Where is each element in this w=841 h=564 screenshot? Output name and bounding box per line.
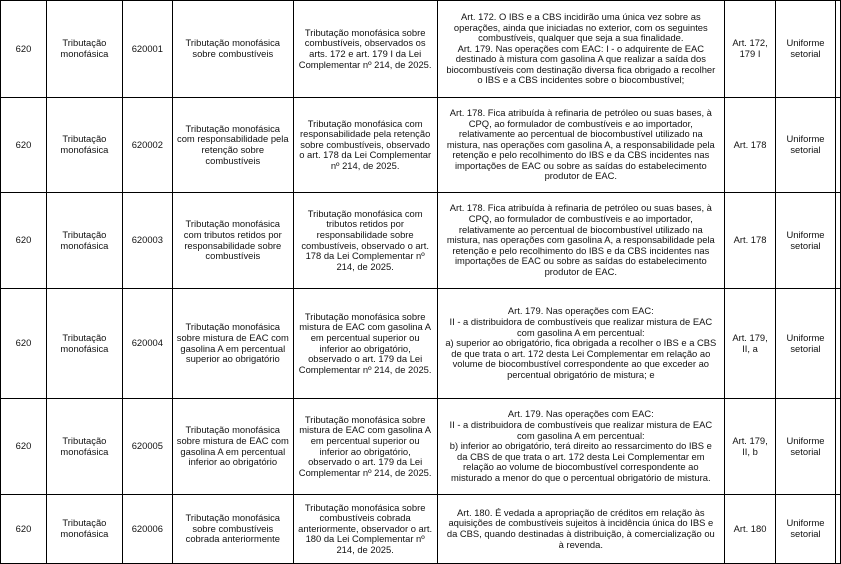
cst-description-cell[interactable]: Tributação monofásica xyxy=(46,193,122,289)
type-cell[interactable]: Uniforme setorial xyxy=(776,495,836,564)
class-description-cell[interactable]: Tributação monofásica sobre mistura de EAC com gasolina A em percentual superior ou inferior ao obrigatório, observado o art. 179 da Lei Complementar nº 214, de 2025. xyxy=(293,399,437,495)
cst-description-cell[interactable]: Tributação monofásica xyxy=(46,289,122,399)
class-name-cell[interactable]: Tributação monofásica sobre mistura de EAC com gasolina A em percentual inferior ao obrigatório xyxy=(172,399,293,495)
cclass-code-cell[interactable]: 620005 xyxy=(122,399,172,495)
class-description-cell[interactable]: Tributação monofásica sobre combustíveis, observados os arts. 172 e art. 179 I da Lei Complementar nº 214, de 2025. xyxy=(293,1,437,98)
article-cell[interactable]: Art. 178 xyxy=(725,98,776,193)
legal-text-cell[interactable]: Art. 180. É vedada a apropriação de créditos em relação às aquisições de combustíveis sujeitos à incidência única do IBS e da CBS, quando destinadas à distribuição, à comercialização ou à revenda. xyxy=(437,495,725,564)
article-cell[interactable]: Art. 172, 179 I xyxy=(725,1,776,98)
cst-cell[interactable]: 620 xyxy=(1,193,47,289)
table-row[interactable] xyxy=(1,495,841,564)
class-name-cell[interactable]: Tributação monofásica sobre mistura de EAC com gasolina A em percentual superior ao obrigatório xyxy=(172,289,293,399)
cst-cell[interactable]: 620 xyxy=(1,1,47,98)
empty-cell[interactable] xyxy=(835,289,840,399)
class-description-cell[interactable]: Tributação monofásica sobre combustíveis cobrada anteriormente, observador o art. 180 da Lei Complementar nº 214, de 2025. xyxy=(293,495,437,564)
table-row[interactable] xyxy=(1,1,841,98)
empty-cell[interactable] xyxy=(835,1,840,98)
article-cell[interactable]: Art. 178 xyxy=(725,193,776,289)
class-description-cell[interactable]: Tributação monofásica com tributos retidos por responsabilidade sobre combustíveis, observado o art. 178 da Lei Complementar nº 214, de 2025. xyxy=(293,193,437,289)
table-body xyxy=(1,1,841,564)
cclass-code-cell[interactable]: 620003 xyxy=(122,193,172,289)
cst-cell[interactable]: 620 xyxy=(1,289,47,399)
article-cell[interactable]: Art. 179, II, b xyxy=(725,399,776,495)
legal-text-cell[interactable]: Art. 178. Fica atribuída à refinaria de petróleo ou suas bases, à CPQ, ao formulador de combustíveis e ao importador, relativamente ao percentual de biocombustível utilizado na mistura, nas operações com gasolina A, a responsabilidade pela retenção e pelo recolhimento do IBS e da CBS incidentes nas importações de EAC ou sobre as saídas do estabelecimento produtor de EAC. xyxy=(437,193,725,289)
cst-cell[interactable]: 620 xyxy=(1,399,47,495)
empty-cell[interactable] xyxy=(835,98,840,193)
empty-cell[interactable] xyxy=(835,193,840,289)
cst-description-cell[interactable]: Tributação monofásica xyxy=(46,495,122,564)
empty-cell[interactable] xyxy=(835,495,840,564)
article-cell[interactable]: Art. 180 xyxy=(725,495,776,564)
class-name-cell[interactable]: Tributação monofásica com tributos retidos por responsabilidade sobre combustíveis xyxy=(172,193,293,289)
class-name-cell[interactable]: Tributação monofásica sobre combustíveis xyxy=(172,1,293,98)
cst-description-cell[interactable]: Tributação monofásica xyxy=(46,98,122,193)
type-cell[interactable]: Uniforme setorial xyxy=(776,1,836,98)
class-name-cell[interactable]: Tributação monofásica com responsabilidade pela retenção sobre combustíveis xyxy=(172,98,293,193)
table-row[interactable] xyxy=(1,289,841,399)
cclass-code-cell[interactable]: 620002 xyxy=(122,98,172,193)
empty-cell[interactable] xyxy=(835,399,840,495)
class-name-cell[interactable]: Tributação monofásica sobre combustíveis cobrada anteriormente xyxy=(172,495,293,564)
type-cell[interactable]: Uniforme setorial xyxy=(776,399,836,495)
legal-text-cell[interactable]: Art. 179. Nas operações com EAC: II - a distribuidora de combustíveis que realizar mistura de EAC com gasolina A em percentual: b) inferior ao obrigatório, terá direito ao ressarcimento do IBS e da CBS de que trata o art. 172 desta Lei Complementar em relação ao volume de biocombustível correspondente ao misturado a menor do que o percentual obrigatório de mistura. xyxy=(437,399,725,495)
cclass-code-cell[interactable]: 620001 xyxy=(122,1,172,98)
article-cell[interactable]: Art. 179, II, a xyxy=(725,289,776,399)
class-description-cell[interactable]: Tributação monofásica sobre mistura de EAC com gasolina A em percentual superior ou inferior ao obrigatório, observado o art. 179 da Lei Complementar nº 214, de 2025. xyxy=(293,289,437,399)
cst-description-cell[interactable]: Tributação monofásica xyxy=(46,1,122,98)
table-row[interactable] xyxy=(1,193,841,289)
cst-cell[interactable]: 620 xyxy=(1,98,47,193)
cclass-code-cell[interactable]: 620006 xyxy=(122,495,172,564)
cst-description-cell[interactable]: Tributação monofásica xyxy=(46,399,122,495)
class-description-cell[interactable]: Tributação monofásica com responsabilidade pela retenção sobre combustíveis, observado o art. 178 da Lei Complementar nº 214, de 2025. xyxy=(293,98,437,193)
legal-text-cell[interactable]: Art. 178. Fica atribuída à refinaria de petróleo ou suas bases, à CPQ, ao formulador de combustíveis e ao importador, relativamente ao percentual de biocombustível utilizado na mistura, nas operações com gasolina A, a responsabilidade pela retenção e pelo recolhimento do IBS e da CBS incidentes nas importações de EAC ou sobre as saídas do estabelecimento produtor de EAC. xyxy=(437,98,725,193)
cclass-code-cell[interactable]: 620004 xyxy=(122,289,172,399)
cst-cell[interactable]: 620 xyxy=(1,495,47,564)
type-cell[interactable]: Uniforme setorial xyxy=(776,193,836,289)
legal-text-cell[interactable]: Art. 179. Nas operações com EAC: II - a distribuidora de combustíveis que realizar mistura de EAC com gasolina A em percentual: a) superior ao obrigatório, fica obrigada a recolher o IBS e a CBS de que trata o art. 172 desta Lei Complementar em relação ao volume de biocombustível correspondente ao que exceder ao percentual obrigatório de mistura; e xyxy=(437,289,725,399)
type-cell[interactable]: Uniforme setorial xyxy=(776,289,836,399)
table-row[interactable] xyxy=(1,399,841,495)
type-cell[interactable]: Uniforme setorial xyxy=(776,98,836,193)
table-row[interactable] xyxy=(1,98,841,193)
legal-text-cell[interactable]: Art. 172. O IBS e a CBS incidirão uma única vez sobre as operações, ainda que iniciadas no exterior, com os seguintes combustíveis, qualquer que seja a sua finalidade. Art. 179. Nas operações com EAC: I - o adquirente de EAC destinado à mistura com gasolina A que realizar a saída dos biocombustíveis com destinação diversa fica obrigado a recolher o IBS e a CBS incidentes sobre o biocombustível; xyxy=(437,1,725,98)
